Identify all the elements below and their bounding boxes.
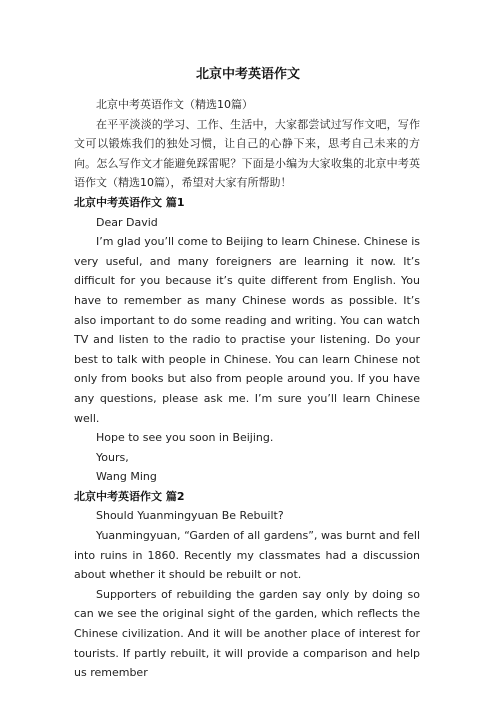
- essay-1-signoff: Yours,: [96, 450, 129, 464]
- document-title: 北京中考英语作文: [195, 67, 300, 82]
- intro-title: 北京中考英语作文（精选10篇）: [96, 98, 253, 111]
- essay-1-greeting: Dear David: [96, 215, 158, 229]
- essay-1-signature: Wang Ming: [96, 470, 157, 484]
- essay-2-paragraph-2: Supporters of rebuilding the garden say only by doing so can we see the original sight of the garden, which reflects the Chinese civilization. And it will be another place of interest for tourists. If partly rebuilt, it will provide a comparison and help us remember: [74, 587, 420, 680]
- intro-paragraph: 在平平淡淡的学习、工作、生活中，大家都尝试过写作文吧，写作文可以锻炼我们的独处习惯，让自己的心静下来，思考自己未来的方向。怎么写作文才能避免踩雷呢？下面是小编为大家收集的北京中考英语作文（精选10篇），希望对大家有所帮助！: [74, 117, 420, 190]
- document-content: [74, 95, 420, 683]
- essay-1-closing-line: Hope to see you soon in Beijing.: [96, 431, 274, 445]
- essay-2-title: Should Yuanmingyuan Be Rebuilt?: [96, 509, 284, 523]
- essay-2-heading: 北京中考英语作文 篇2: [74, 489, 185, 503]
- essay-2-paragraph-1: Yuanmingyuan, “Garden of all gardens”, was burnt and fell into ruins in 1860. Recently my classmates had a discussion about whether it should be rebuilt or not.: [74, 529, 420, 582]
- essay-1-body: I’m glad you’ll come to Beijing to learn Chinese. Chinese is very useful, and many foreigners are learning it now. It’s difficult for you because it’s quite different from English. You have to remember as many Chinese words as possible. It’s also important to do some reading and writing. You can watch TV and listen to the radio to practise your listening. Do your best to talk with people in Chinese. You can learn Chinese not only from books but also from people around you. If you have any questions, please ask me. I’m sure you’ll learn Chinese well.: [74, 235, 420, 425]
- essay-1-heading: 北京中考英语作文 篇1: [74, 195, 185, 209]
